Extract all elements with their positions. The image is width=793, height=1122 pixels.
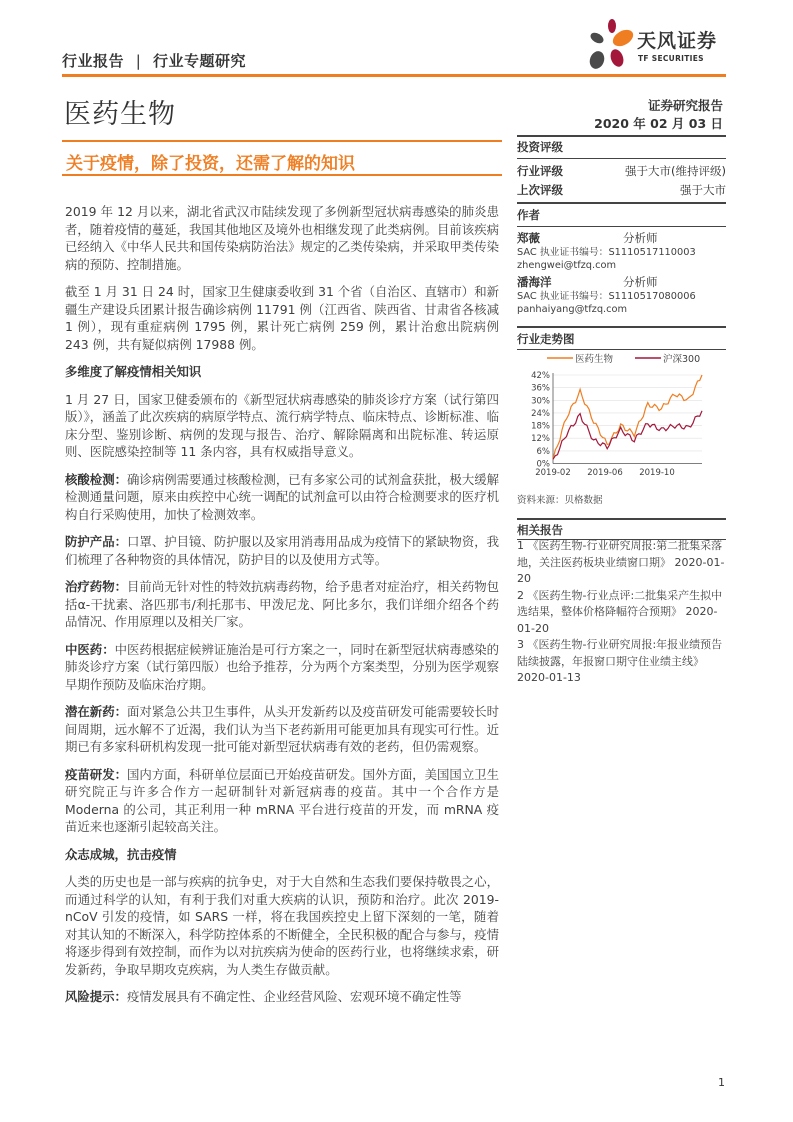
section-heading: 多维度了解疫情相关知识: [65, 364, 202, 379]
svg-text:2019-02: 2019-02: [535, 468, 571, 478]
related-report-link[interactable]: 3 《医药生物-行业研究周报:年报业绩预告陆续披露，年报窗口期守住业绩主线》 2020-01-13: [517, 638, 723, 684]
item-paragraph: [65, 641, 499, 694]
report-title: 关于疫情，除了投资，还需了解的知识: [66, 154, 355, 174]
author-block: [517, 202, 726, 316]
paragraph: 截至 1 月 31 日 24 时，国家卫生健康委收到 31 个省（自治区、直辖市）和新疆生产建设兵团累计报告确诊病例 11791 例（江西省、陕西省、甘肃省各核减 1 例），现有重症病例 1795 例，累计死亡病例 259 例，累计治愈出院病例 243 例，共有疑似病例 17988 例。: [65, 284, 499, 352]
rating-row: [517, 181, 726, 200]
item-paragraph: [65, 766, 499, 836]
item-label: 中医药：: [65, 641, 115, 657]
svg-text:24%: 24%: [531, 408, 550, 419]
series-line-csi300: [553, 411, 702, 460]
rating-row: [517, 162, 726, 181]
rating-header: 投资评级: [517, 139, 563, 154]
item-text: 国内方面，科研单位层面已开始疫苗研发。国外方面，美国国立卫生研究院正与许多合作方一起研制针对新冠病毒的疫苗。其中一个合作方是 Moderna 的公司，其正利用一种 mRNA 平台进行疫苗的开发，而 mRNA 疫苗近来也逐渐引起较高关注。: [65, 766, 500, 834]
header-divider: [62, 74, 726, 77]
industry-title: 医药生物: [64, 99, 176, 130]
svg-text:6%: 6%: [536, 446, 550, 457]
item-text: 面对紧急公共卫生事件，从头开发新药以及疫苗研发可能需要较长时间周期，远水解不了近渴，我们认为当下老药新用可能更加具有现实可行性。近期已有多家科研机构发现一批可能对新型冠状病毒有效的老药，但仍需观察。: [65, 704, 500, 754]
brand-logo: [585, 18, 730, 70]
svg-text:0%: 0%: [536, 459, 550, 470]
svg-text:42%: 42%: [531, 371, 550, 381]
author-name: 潘海洋: [517, 274, 552, 289]
author-header: 作者: [517, 207, 540, 222]
svg-text:2019-10: 2019-10: [639, 468, 675, 478]
title-rule-bottom: [62, 174, 502, 176]
divider: [517, 158, 726, 159]
author-role: 分析师: [623, 274, 658, 289]
svg-text:2019-06: 2019-06: [587, 468, 623, 478]
report-category: [62, 50, 246, 71]
line-chart: [517, 345, 726, 485]
item-paragraph: [65, 578, 499, 631]
page-number: 1: [718, 1076, 725, 1089]
category-label: 行业报告: [62, 52, 125, 70]
author-email[interactable]: panhaiyang@tfzq.com: [517, 303, 628, 315]
flower-logo-icon: [585, 18, 635, 70]
trend-header: 行业走势图: [517, 331, 575, 346]
item-label: 疫苗研发：: [65, 766, 128, 782]
related-report-link[interactable]: 2 《医药生物-行业点评:二批集采产生拟中选结果，整体价格降幅符合预期》 2020-01-20: [517, 588, 723, 635]
item-text: 中医药根据症候辨证施治是可行方案之一，同时在新型冠状病毒感染的肺炎诊疗方案（试行第四版）也给予推荐，分为两个方案类型，分别为医学观察早期作预防及临床治疗期。: [65, 641, 500, 692]
item-label: 核酸检测：: [65, 471, 128, 487]
risk-text: 疫情发展具有不确定性、企业经营风险、宏观环境不确定性等: [126, 989, 462, 1004]
author-role: 分析师: [623, 230, 658, 245]
risk-paragraph: [65, 988, 499, 1006]
author-entry: [517, 230, 726, 272]
related-header: 相关报告: [517, 522, 563, 537]
report-type: 证券研究报告: [647, 98, 723, 113]
author-name: 郑薇: [517, 230, 540, 245]
rating-key: 行业评级: [517, 164, 563, 178]
main-body: [65, 203, 499, 1016]
svg-text:30%: 30%: [531, 396, 550, 407]
rating-value: 强于大市: [680, 183, 726, 197]
paragraph: 人类的历史也是一部与疾病的抗争史，对于大自然和生态我们要保持敬畏之心，而通过科学的认知，有利于我们对重大疾病的认识，预防和治疗。此次 2019-nCoV 引发的疫情，如 SARS 一样，将在我国疾控史上留下深刻的一笔，随着对其认知的不断深入，科学防控体系的不断健全，全民积极的配合与参与，疫情将逐步得到有效控制，而作为以对抗疾病为使命的医药行业，也将继续求索，研发新药，争取早期攻克疾病，为人类生存做贡献。: [65, 874, 499, 977]
title-rule-top: [62, 140, 502, 142]
chart-source: 资料来源：贝格数据: [517, 495, 603, 506]
trend-chart: [517, 345, 726, 485]
related-report-link[interactable]: 1 《医药生物-行业研究周报:第二批集采落地，关注医药板块业绩窗口期》 2020-01-20: [517, 539, 725, 585]
svg-text:36%: 36%: [531, 383, 550, 394]
author-entry: [517, 274, 726, 316]
author-sac: SAC 执业证书编号：S1110517110003: [517, 246, 696, 258]
related-reports: [517, 538, 726, 687]
divider: [517, 226, 726, 227]
risk-label: 风险提示：: [65, 989, 127, 1004]
svg-text:12%: 12%: [531, 434, 550, 445]
related-header-block: [517, 518, 726, 540]
item-label: 潜在新药：: [65, 704, 128, 719]
svg-text:18%: 18%: [531, 421, 550, 432]
author-email[interactable]: zhengwei@tfzq.com: [517, 259, 617, 271]
paragraph: 2019 年 12 月以来，湖北省武汉市陆续发现了多例新型冠状病毒感染的肺炎患者，随着疫情的蔓延，我国其他地区及境外也相继发现了此类病例。目前该疾病已经纳入《中华人民共和国传染病防治法》规定的乙类传染病，并采取甲类传染病的预防、控制措施。: [65, 204, 499, 272]
section-heading: 众志成城，抗击疫情: [65, 846, 177, 862]
rating-key: 上次评级: [517, 183, 563, 197]
rating-block: [517, 135, 726, 200]
legend-label: 医药生物: [575, 354, 614, 365]
author-sac: SAC 执业证书编号：S1110517080006: [517, 290, 696, 302]
item-text: 确诊病例需要通过核酸检测，已有多家公司的试剂盒获批，极大缓解检测通量问题，原来由疾控中心统一调配的试剂盒可以由符合检测要求的医疗机构自行采购使用，加快了检测效率。: [65, 471, 500, 522]
subcategory-label: 行业专题研究: [153, 52, 247, 70]
item-text: 口罩、护目镜、防护服以及家用消毒用品成为疫情下的紧缺物资，我们梳理了各种物资的具体情况，防护目的以及使用方式等。: [65, 534, 500, 567]
item-paragraph: [65, 471, 499, 524]
rating-value: 强于大市(维持评级): [625, 164, 726, 178]
item-paragraph: [65, 703, 499, 756]
item-paragraph: [65, 533, 499, 568]
item-label: 治疗药物：: [65, 579, 128, 594]
brand-name-cn: 天风证券: [637, 30, 718, 52]
item-label: 防护产品：: [65, 534, 128, 549]
report-date: 2020 年 02 月 03 日: [594, 116, 723, 131]
item-text: 目前尚无针对性的特效抗病毒药物，给予患者对症治疗，相关药物包括α-干扰素、洛匹那韦/利托那韦、甲泼尼龙、阿比多尔，我们详细介绍各个药品情况、作用原理以及相关厂家。: [65, 579, 500, 629]
paragraph: 1 月 27 日，国家卫健委颁布的《新型冠状病毒感染的肺炎诊疗方案（试行第四版）》，涵盖了此次疾病的病原学特点、流行病学特点、临床特点、诊断标准、临床分型、鉴别诊断、病例的发现与报告、治疗、解除隔离和出院标准、转运原则、医院感染控制等 11 条内容，具有权威指导意义。: [65, 391, 499, 459]
separator: |: [135, 52, 142, 70]
brand-name-en: TF SECURITIES: [638, 54, 704, 63]
legend-label: 沪深300: [663, 354, 701, 365]
